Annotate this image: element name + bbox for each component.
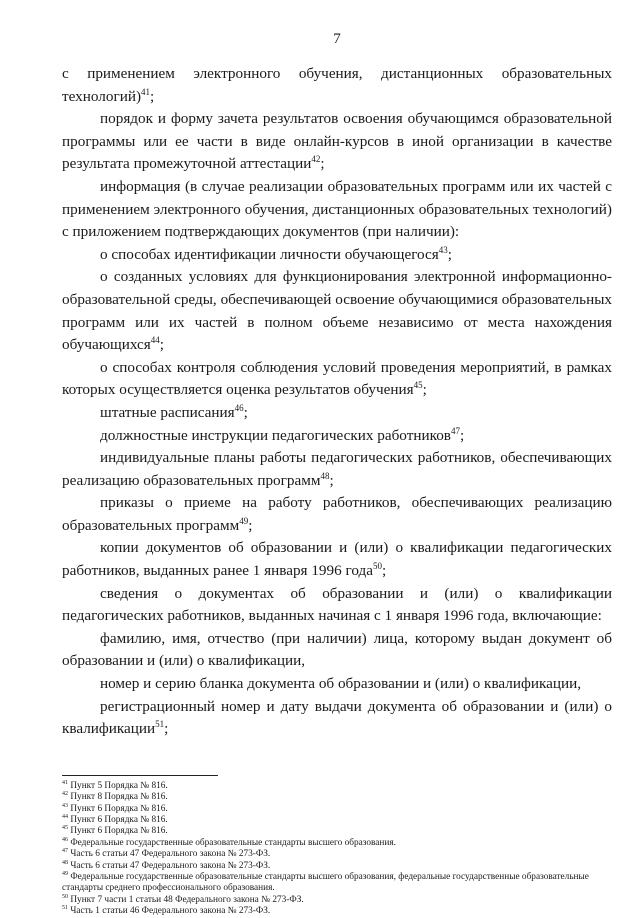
footnote-ref: 51 [155,719,165,730]
page-number: 7 [333,31,341,47]
footnote: $^{45}$ Пункт 6 Порядка № 816. [62,825,168,837]
paragraph: должностные инструкции педагогических работников$^{47}$; [100,425,465,444]
footnote: $^{44}$ Пункт 6 Порядка № 816. [62,814,168,826]
footnote: $^{47}$ Часть 6 статьи 47 Федерального закона № 273-ФЗ. [62,848,271,860]
footnote-separator [62,775,218,776]
footnote-ref: 47 [450,425,460,436]
footnotes [62,781,612,918]
footnote: $^{43}$ Пункт 6 Порядка № 816. [62,802,168,814]
paragraph: о созданных условиях для функционирования электронной информационно-образовательной среды, обеспечивающей освоение обучающимися образовательных программ или их частей в полном объеме независимо от места нахождения обучающихся$^{44}$; [62,268,612,354]
paragraph: с применением электронного обучения, дистанционных образовательных технологий)$^{41}$; [62,65,612,105]
footnote-ref: 50 [373,561,382,572]
footnote-ref: 46 [234,402,244,413]
footnote-ref: 45 [413,380,423,391]
paragraph: номер и серию бланка документа об образовании и (или) о квалификации, [100,675,582,693]
footnote: $^{48}$ Часть 6 статьи 47 Федерального закона № 273-ФЗ. [62,859,271,871]
paragraph: фамилию, имя, отчество (при наличии) лица, которому выдан документ об образовании и (или) о квалификации, [62,629,612,670]
paragraph: штатные расписания$^{46}$; [100,402,248,421]
footnote-ref: 43 [438,244,448,255]
paragraph: порядок и форму зачета результатов освоения обучающимся образовательной программы или ее части в виде онлайн-курсов в иной организации в качестве результата промежуточной аттестации$^{42}$; [62,110,612,173]
footnote: $^{46}$ Федеральные государственные образовательные стандарты высшего образования. [62,836,396,848]
paragraph: приказы о приеме на работу работников, обеспечивающих реализацию образовательных программ$^{49}$; [62,494,612,534]
paragraph: индивидуальные планы работы педагогических работников, обеспечивающих реализацию образовательных программ$^{48}$; [62,449,612,489]
footnote-ref: 49 [239,515,249,526]
paragraph: регистрационный номер и дату выдачи документа об образовании и (или) о квалификации$^{51}$; [62,697,612,738]
footnote: $^{41}$ Пункт 5 Порядка № 816. [62,779,168,791]
footnote: $^{42}$ Пункт 8 Порядка № 816. [62,791,168,803]
footnote-ref: 41 [141,86,151,97]
body-text [62,63,612,741]
footnote-ref: 48 [320,470,330,481]
paragraph: о способах контроля соблюдения условий проведения мероприятий, в рамках которых осуществляется оценка результатов обучения$^{45}$; [62,358,612,399]
paragraph: копии документов об образовании и (или) о квалификации педагогических работников, выданных ранее 1 января 1996 года$^{50}$; [62,539,612,580]
footnote-ref: 42 [311,154,321,165]
footnote-ref: 44 [150,335,160,346]
paragraph: о способах идентификации личности обучающегося$^{43}$; [100,244,452,263]
footnote: $^{51}$ Часть 1 статьи 46 Федерального закона № 273-ФЗ. [62,905,271,917]
paragraph: информация (в случае реализации образовательных программ или их частей с применением электронного обучения, дистанционных образовательных технологий) с приложением подтверждающих документов (при наличии): [62,177,612,241]
footnote: $^{49}$ Федеральные государственные образовательные стандарты высшего образования, федеральные государственные образовательные стандарты среднего профессионального образования. [62,871,589,894]
paragraph: сведения о документах об образовании и (или) о квалификации педагогических работников, выданных начиная с 1 января 1996 года, включающие: [62,584,612,625]
footnote: $^{50}$ Пункт 7 части 1 статьи 48 Федерального закона № 273-ФЗ. [62,893,304,905]
